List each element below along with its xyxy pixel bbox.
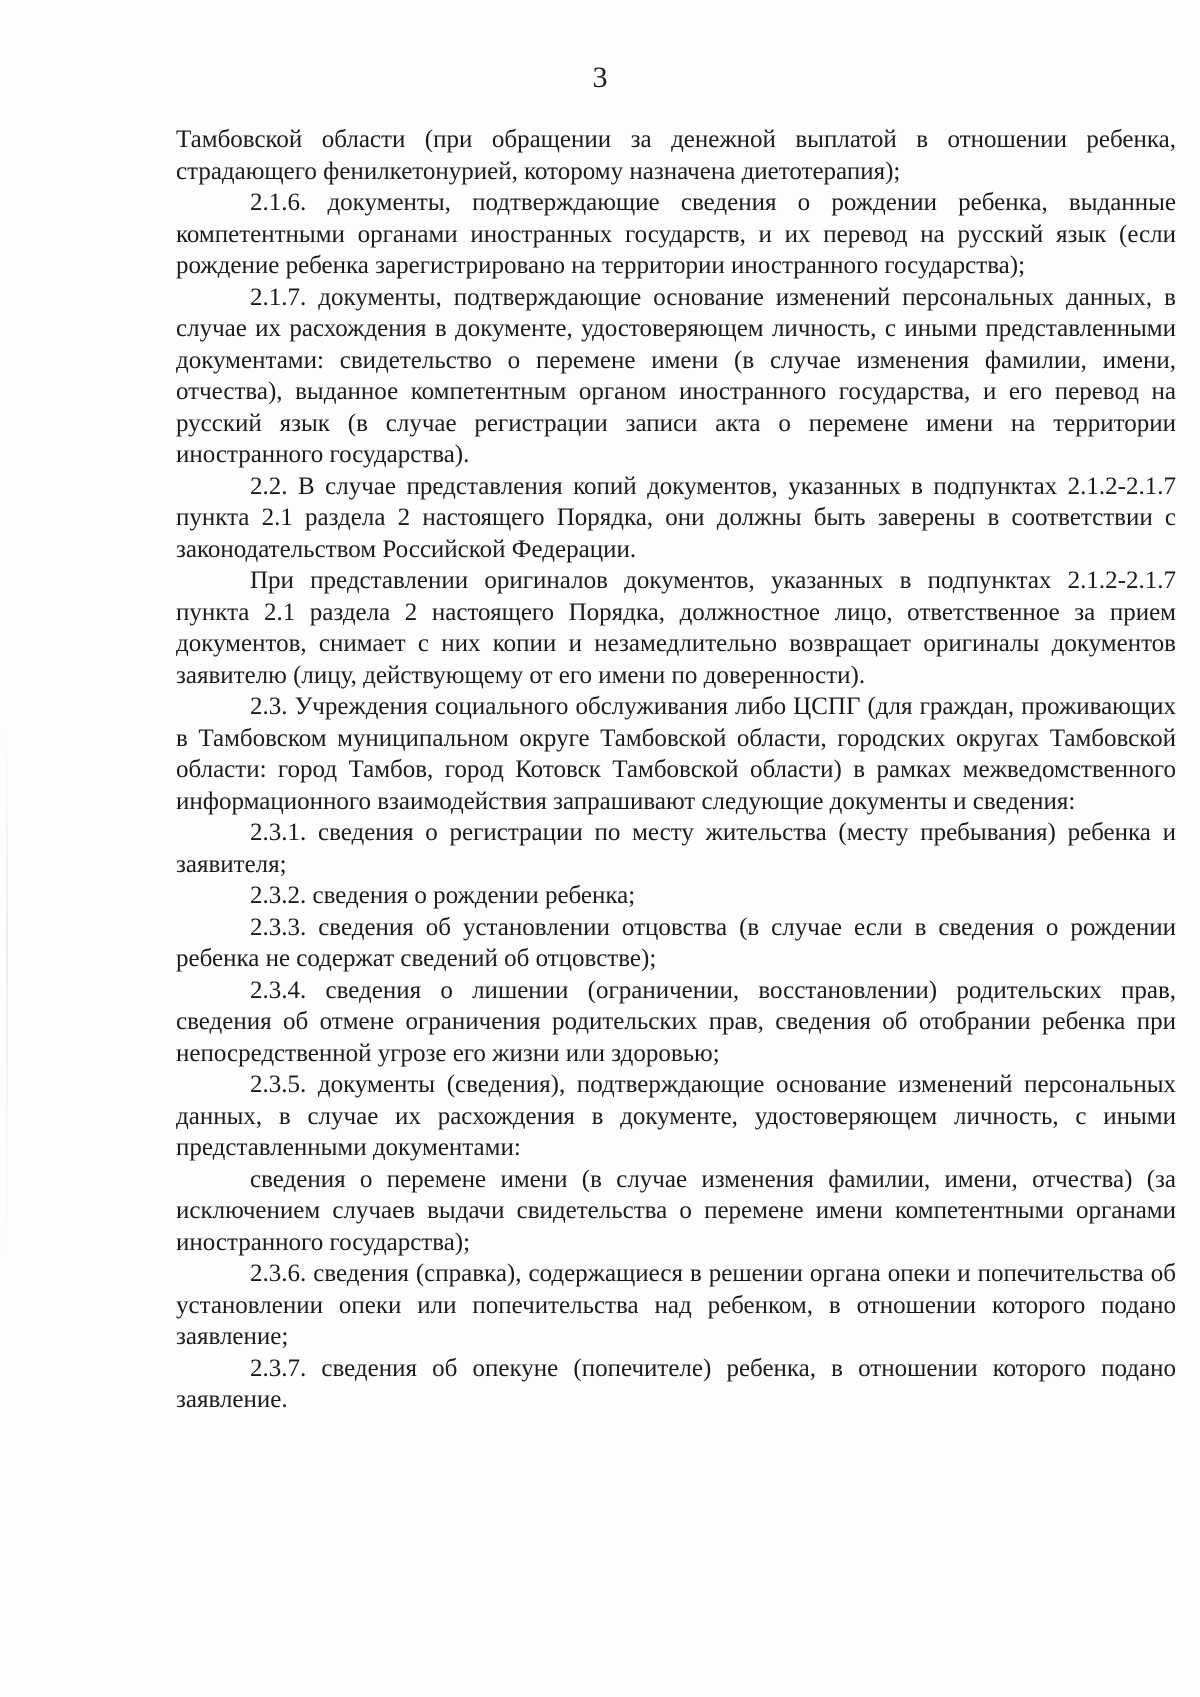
scan-edge-shadow: [6, 700, 8, 1300]
paragraph: 2.3.5. документы (сведения), подтверждающие основание изменений персональных данных, в случае их расхождения в документе, удостоверяющем личность, с иными представленными документами:: [176, 1071, 1176, 1161]
paragraph: 2.2. В случае представления копий документов, указанных в подпунктах 2.1.2-2.1.7 пункта 2.1 раздела 2 настоящего Порядка, они должны быть заверены в соответствии с законодательством Российской Федерации.: [176, 472, 1176, 563]
paragraph: 2.1.6. документы, подтверждающие сведения о рождении ребенка, выданные компетентными органами иностранных государств, и их перевод на русский язык (если рождение ребенка зарегистрировано на территории иностранного государства);: [176, 189, 1176, 279]
paragraph: 2.1.7. документы, подтверждающие основание изменений персональных данных, в случае их расхождения в документе, удостоверяющем личность, с иными представленными документами: свидетельство о перемене имени (в случае изменения фамилии, имени, отчества), выданное компетентным органом иностранного государства, и его перевод на русский язык (в случае регистрации записи акта о перемене имени на территории иностранного государства).: [176, 283, 1176, 468]
paragraph: 2.3. Учреждения социального обслуживания либо ЦСПГ (для граждан, проживающих в Тамбовском муниципальном округе Тамбовской области, городских округах Тамбовской области: город Тамбов, город Котовск Тамбовской области) в рамках межведомственного информационного взаимодействия запрашивают следующие документы и сведения:: [176, 693, 1176, 815]
paragraph: 2.3.3. сведения об установлении отцовства (в случае если в сведения о рождении ребенка не содержат сведений об отцовстве);: [176, 913, 1176, 972]
paragraph: 2.3.6. сведения (справка), содержащиеся в решении органа опеки и попечительства об установлении опеки или попечительства над ребенком, в отношении которого подано заявление;: [176, 1260, 1176, 1350]
page-number: 3: [592, 61, 608, 94]
paragraph: 2.3.2. сведения о рождении ребенка;: [250, 882, 636, 909]
document-body: [176, 124, 1176, 1416]
paragraph: Тамбовской области (при обращении за денежной выплатой в отношении ребенка, страдающего фенилкетонурией, которому назначена диетотерапия);: [176, 126, 1176, 185]
paragraph: сведения о перемене имени (в случае изменения фамилии, имени, отчества) (за исключением случаев выдачи свидетельства о перемене имени компетентными органами иностранного государства);: [176, 1165, 1176, 1256]
paragraph: 2.3.1. сведения о регистрации по месту жительства (месту пребывания) ребенка и заявителя;: [176, 819, 1176, 878]
paragraph: 2.3.7. сведения об опекуне (попечителе) ребенка, в отношении которого подано заявление.: [176, 1354, 1176, 1413]
paragraph: При представлении оригиналов документов, указанных в подпунктах 2.1.2-2.1.7 пункта 2.1 раздела 2 настоящего Порядка, должностное лицо, ответственное за прием документов, снимает с них копии и незамедлительно возвращает оригиналы документов заявителю (лицу, действующему от его имени по доверенности).: [176, 567, 1176, 689]
paragraph: 2.3.4. сведения о лишении (ограничении, восстановлении) родительских прав, сведения об отмене ограничения родительских прав, сведения об отобрании ребенка при непосредственной угрозе его жизни или здоровью;: [176, 976, 1176, 1067]
